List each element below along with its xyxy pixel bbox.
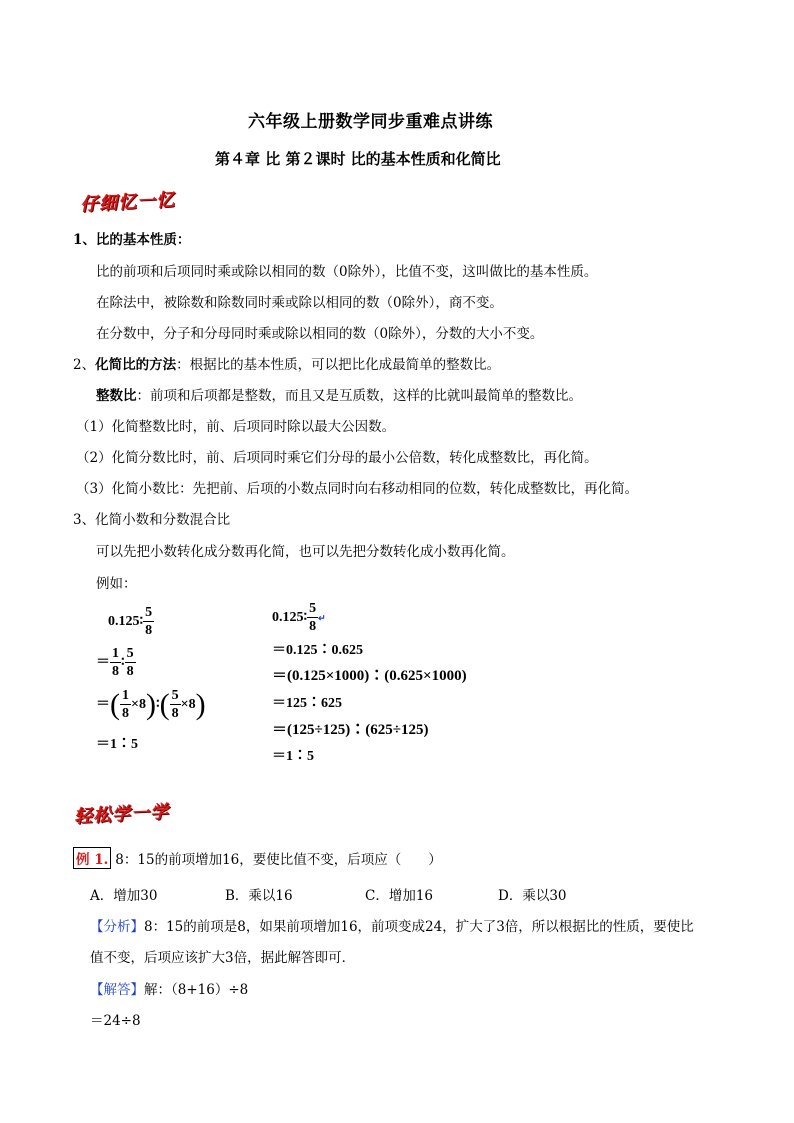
math-left-line1 <box>108 606 154 638</box>
math-left-line2 <box>96 647 136 679</box>
return-mark-icon: ↵ <box>318 613 326 624</box>
p2-head: 化简比的方法 <box>95 357 177 373</box>
times-eight-2: ×8 <box>180 697 196 713</box>
ratio-colon: ∶ <box>121 655 125 671</box>
p1-line2: 在除法中，被除数和除数同时乘或除以相同的数（0除外），商不变。 <box>96 295 503 311</box>
equals-sign-2: ＝ <box>96 697 110 713</box>
p2-def-rest: ：前项和后项都是整数，而且又是互质数，这样的比就叫最简单的整数比。 <box>136 388 582 404</box>
p1-line1: 比的前项和后项同时乘或除以相同的数（0除外），比值不变，这叫做比的基本性质。 <box>96 264 598 280</box>
fraction-one-eighth-2: $\frac{1}{8}$ <box>122 688 129 721</box>
example1-option-c: C．增加16 <box>365 888 434 904</box>
fraction-one-eighth: $\frac{1}{8}$ <box>112 646 119 679</box>
math-right-line3: ＝(0.125×1000)∶(0.625×1000) <box>272 668 467 684</box>
analysis-label: 【分析】 <box>90 919 144 935</box>
section-learn-heading: 轻松学一学 <box>73 801 170 828</box>
times-eight: ×8 <box>131 697 146 713</box>
p1-line3: 在分数中，分子和分母同时乘或除以相同的数（0除外），分数的大小不变。 <box>96 326 544 342</box>
p1-title: 1、比的基本性质： <box>73 232 191 248</box>
ratio-colon-2: ∶ <box>155 697 160 713</box>
example1-question-row <box>73 847 442 869</box>
answer-label: 【解答】 <box>90 982 144 998</box>
p3-example: 例如： <box>96 576 137 592</box>
answer-text-1: 解：（8+16）÷8 <box>144 982 249 998</box>
example1-answer-line1 <box>90 978 248 998</box>
fraction-five-eighths-right: $\frac{5}{8}$ <box>309 601 317 634</box>
p3-title: 3、化简小数和分数混合比 <box>73 512 231 528</box>
section-review-heading: 仔细忆一忆 <box>79 189 176 216</box>
p2-title <box>73 353 500 373</box>
p2-definition <box>96 384 582 404</box>
p2-item2: （2）化简分数比时，前、后项同时乘它们分母的最小公倍数，转化成整数比，再化简。 <box>76 450 598 466</box>
example1-answer-line2: ＝24÷8 <box>90 1013 141 1029</box>
p2-num: 2、 <box>73 357 96 373</box>
math-right-line4: ＝125∶625 <box>272 696 342 711</box>
p2-def-head: 整数比 <box>96 388 137 404</box>
page-subtitle: 第４章 比 第２课时 比的基本性质和化简比 <box>215 150 501 168</box>
math-right-line6: ＝1∶5 <box>272 749 314 764</box>
math-right-line2: ＝0.125∶0.625 <box>272 643 363 658</box>
example1-question: 8：15的前项增加16，要使比值不变，后项应（ ） <box>115 852 442 868</box>
p2-item1: （1）化简整数比时，前、后项同时除以最大公因数。 <box>76 419 396 435</box>
example1-option-d: D．乘以30 <box>498 888 567 904</box>
fraction-five-eighths: $\frac{5}{8}$ <box>145 605 153 638</box>
example1-option-a: A．增加30 <box>90 888 158 904</box>
fraction-five-eighths-2: $\frac{5}{8}$ <box>126 646 134 679</box>
math-left-line3: ＝( $\frac{1}{8}$ ×8)∶( $\frac{5}{8}$ ×8) <box>96 688 206 721</box>
fraction-five-eighths-3: $\frac{5}{8}$ <box>171 688 179 721</box>
example1-option-b: B．乘以16 <box>225 888 293 904</box>
math-left-result: ＝1∶5 <box>96 737 138 752</box>
example1-label: 例 1. <box>73 847 111 869</box>
page-title: 六年级上册数学同步重难点讲练 <box>248 112 493 132</box>
math-right-ratio: 0.125∶ <box>272 610 308 626</box>
math-right-line5: ＝(125÷125)∶(625÷125) <box>272 722 429 738</box>
example1-analysis-line2: 值不变，后项应该扩大3倍，据此解答即可． <box>90 950 356 966</box>
p2-item3: （3）化简小数比：先把前、后项的小数点同时向右移动相同的位数，转化成整数比，再化简。 <box>76 481 639 497</box>
example1-analysis-line1 <box>90 915 694 935</box>
math-right-line1 <box>272 602 326 634</box>
math-left-ratio: 0.125∶ <box>108 614 144 630</box>
p3-line1: 可以先把小数转化成分数再化简，也可以先把分数转化成小数再化简。 <box>96 544 515 560</box>
analysis-text-1: 8：15的前项是8，如果前项增加16，前项变成24，扩大了3倍，所以根据比的性质，要使比 <box>144 919 694 935</box>
p2-rest: ：根据比的基本性质，可以把比化成最简单的整数比。 <box>176 357 501 373</box>
equals-sign: ＝ <box>96 655 110 671</box>
